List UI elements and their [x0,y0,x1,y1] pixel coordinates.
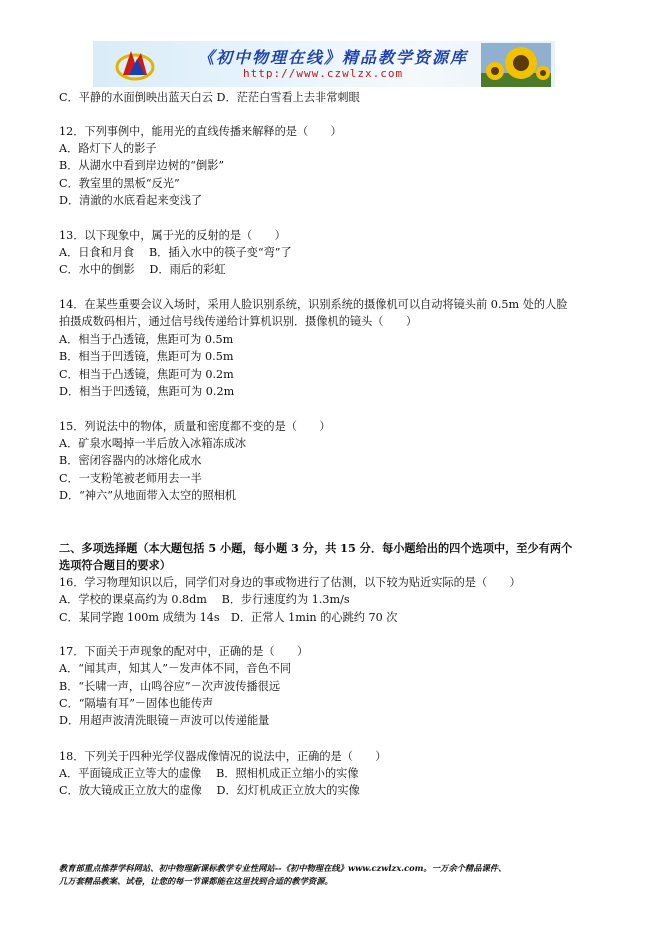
question-17-option-a: A．“闻其声，知其人”－发声体不同，音色不同 [59,662,292,675]
question-14-stem-line2: 拍摄成数码相片，通过信号线传递给计算机识别．摄像机的镜头（ ） [59,315,418,328]
page-footer [59,862,619,888]
question-17-option-b: B．“长啸一声，山鸣谷应”－次声波传播很远 [59,680,281,693]
banner-title: 《初中物理在线》精品教学资源库 [198,48,469,67]
question-12-option-a: A．路灯下人的影子 [59,142,157,155]
question-14-option-b: B．相当于凹透镜，焦距可为 0.5m [59,350,234,363]
question-16-options-cd: C．某同学跑 100m 成绩为 14s D．正常人 1min 的心跳约 70 次 [59,611,398,624]
question-12-option-c: C．教室里的黑板“反光” [59,177,180,190]
question-13-stem: 13．以下现象中，属于光的反射的是（ ） [59,229,286,242]
question-17-option-c: C．“隔墙有耳”－固体也能传声 [59,697,214,710]
question-14-option-d: D．相当于凹透镜，焦距可为 0.2m [59,385,235,398]
question-15-option-a: A．矿泉水喝掉一半后放入冰箱冻成冰 [59,437,247,450]
site-logo-icon [115,45,155,83]
question-11-options-cd: C．平静的水面倒映出蓝天白云 D．茫茫白雪看上去非常刺眼 [59,91,360,104]
question-12-option-b: B．从湖水中看到岸边树的“倒影” [59,159,225,172]
question-14-option-a: A．相当于凸透镜，焦距可为 0.5m [59,333,234,346]
footer-line-1: 教育部重点推荐学科网站、初中物理新课标教学专业性网站--《初中物理在线》www.czwlzx.com。一万余个精品课件、 [59,863,507,873]
question-16-options-ab: A．学校的课桌高约为 0.8dm B．步行速度约为 1.3m/s [59,593,350,606]
header-banner [93,41,555,87]
question-17-option-d: D．用超声波清洗眼镜－声波可以传递能量 [59,714,270,727]
question-15-stem: 15．列说法中的物体，质量和密度都不变的是（ ） [59,420,331,433]
question-15-option-d: D．“神六”从地面带入太空的照相机 [59,489,237,502]
question-13-options-cd: C．水中的倒影 D．雨后的彩虹 [59,263,226,276]
question-14-option-c: C．相当于凸透镜，焦距可为 0.2m [59,368,234,381]
question-18-options-cd: C．放大镜成正立放大的虚像 D．幻灯机成正立放大的实像 [59,784,360,797]
question-16-stem: 16．学习物理知识以后，同学们对身边的事或物进行了估测，以下较为贴近实际的是（ ） [59,576,521,589]
question-17-stem: 17．下面关于声现象的配对中，正确的是（ ） [59,645,309,658]
banner-url[interactable]: http://www.czwlzx.com [243,67,404,80]
section-2-heading-line1: 二、多项选择题（本大题包括 5 小题，每小题 3 分，共 15 分．每小题给出的四个选项中，至少有两个 [59,541,573,555]
question-14-stem-line1: 14．在某些重要会议入场时，采用人脸识别系统，识别系统的摄像机可以自动将镜头前 0.5m 处的人脸 [59,298,568,311]
question-15-option-c: C．一支粉笔被老师用去一半 [59,472,202,485]
question-15-option-b: B．密闭容器内的冰熔化成水 [59,454,202,467]
question-13-options-ab: A．日食和月食 B．插入水中的筷子变“弯”了 [59,246,292,259]
sunflower-icon [481,43,551,87]
question-12-option-d: D．清澈的水底看起来变浅了 [59,194,203,207]
question-18-stem: 18．下列关于四种光学仪器成像情况的说法中，正确的是（ ） [59,750,387,763]
question-12-stem: 12．下列事例中，能用光的直线传播来解释的是（ ） [59,125,342,138]
section-2-heading-line2: 选项符合题目的要求） [59,558,171,572]
question-18-options-ab: A．平面镜成正立等大的虚像 B．照相机成正立缩小的实像 [59,767,359,780]
footer-line-2: 几万套精品教案、试卷，让您的每一节课都能在这里找到合适的教学资源。 [59,876,333,886]
